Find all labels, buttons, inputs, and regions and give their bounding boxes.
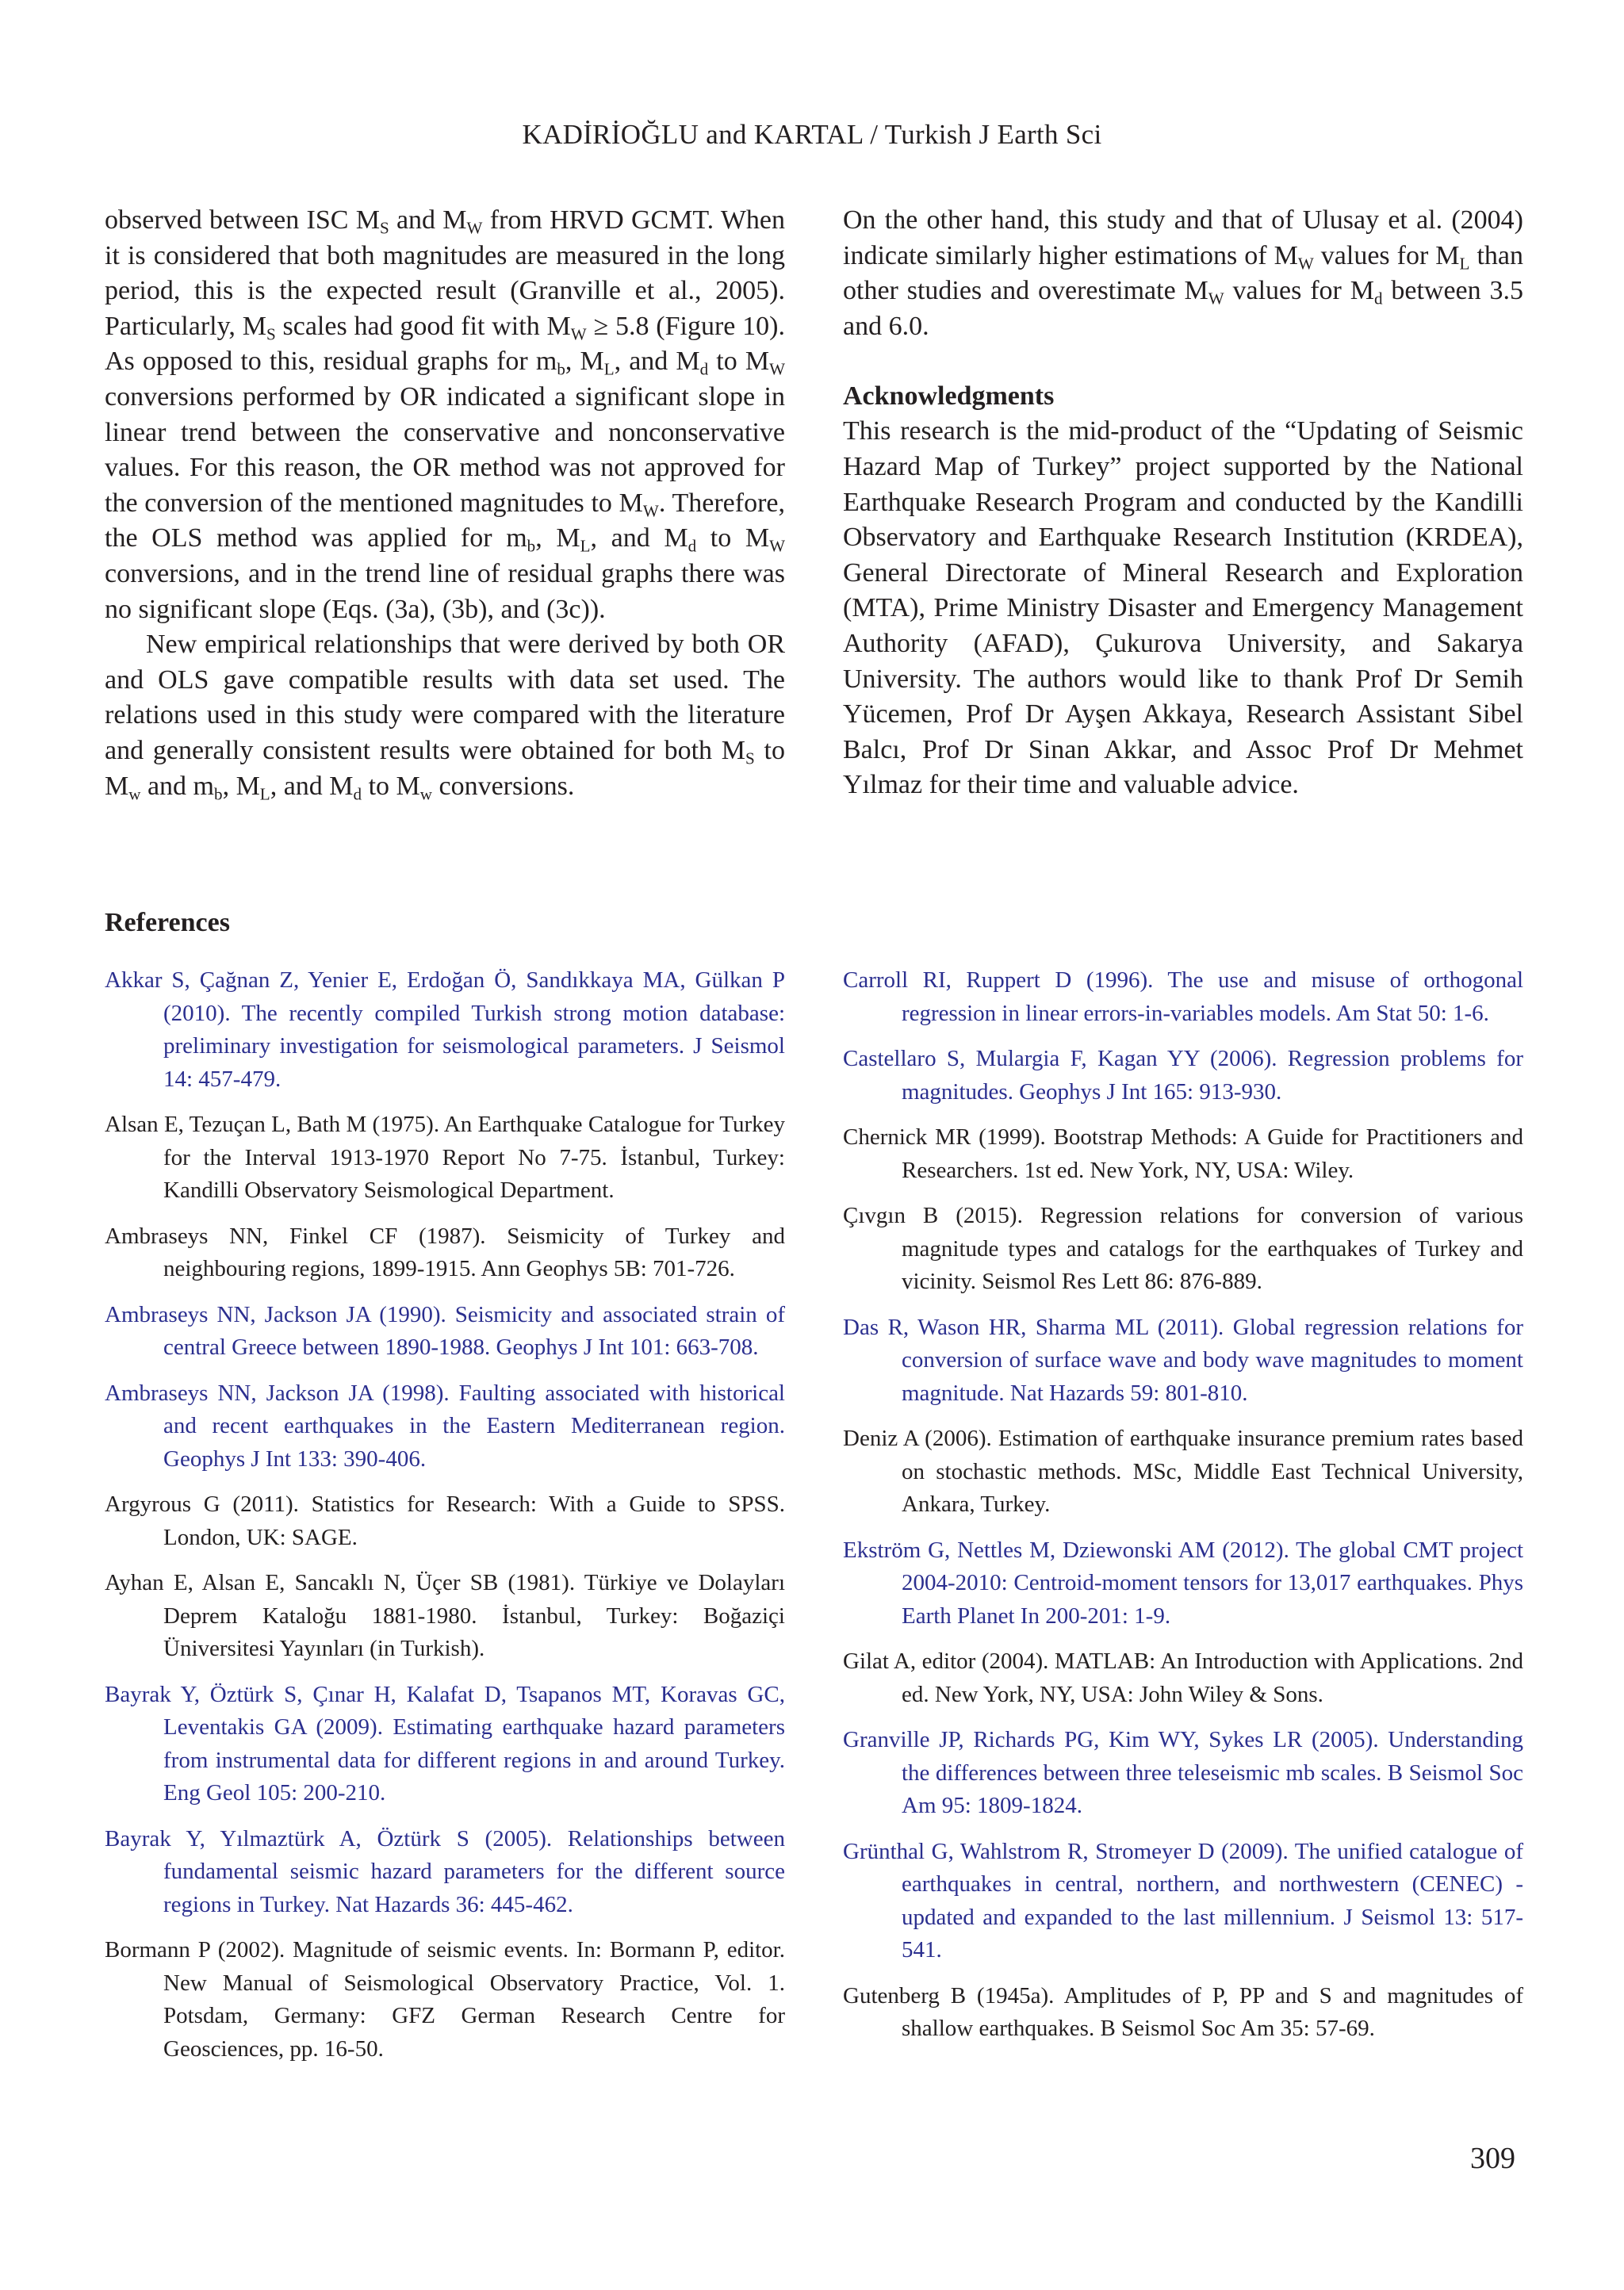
page-number: 309	[1470, 2142, 1515, 2175]
reference-item[interactable]: Bayrak Y, Yılmaztürk A, Öztürk S (2005). Relationships between fundamental seismic hazard parameters for the different source regions in Turkey. Nat Hazards 36: 445-462.	[105, 1825, 785, 1917]
reference-item[interactable]: Ambraseys NN, Jackson JA (1990). Seismicity and associated strain of central Greece between 1890-1988. Geophys J Int 101: 663-708.	[105, 1301, 785, 1360]
body-paragraph-1: observed between ISC $M_S$ and $M_W$ from HRVD GCMT. When it is considered that both magnitudes are measured in the long period, this is the expected result (Granville et al., 2005). Particularly, $M_S$ scales had good fit with $M_W \ge 5.8$ (Figure 10). As opposed to this, residual graphs for $m_b$, $M_L$, and $M_d$ to $M_W$ conversions performed by OR indicated a significant slope in linear trend between the conservative and nonconservative values. For this reason, the OR method was not approved for the conversion of the mentioned magnitudes to $M_W$. Therefore, the OLS method was applied for $m_b$, $M_L$, and $M_d$ to $M_W$ conversions, and in the trend line of residual graphs there was no significant slope (Eqs. (3a), (3b), and (3c)).	[105, 205, 785, 624]
reference-item: Ayhan E, Alsan E, Sancaklı N, Üçer SB (1981). Türkiye ve Dolayları Deprem Kataloğu 1881-1980. İstanbul, Turkey: Boğaziçi Üniversitesi Yayınları (in Turkish).	[105, 1570, 785, 1661]
reference-item[interactable]: Castellaro S, Mulargia F, Kagan YY (2006). Regression problems for magnitudes. Geophys J Int 165: 913-930.	[843, 1046, 1523, 1105]
reference-item: Alsan E, Tezuçan L, Bath M (1975). An Earthquake Catalogue for Turkey for the Interval 1913-1970 Report No 7-75. İstanbul, Turkey: Kandilli Observatory Seismological Department.	[105, 1112, 785, 1203]
body-paragraph-2: New empirical relationships that were derived by both OR and OLS gave compatible results with data set used. The relations used in this study were compared with the literature and generally consistent results were obtained for both $M_S$ to $M_w$ and $m_b$, $M_L$, and $M_d$ to $M_w$ conversions.	[105, 630, 785, 804]
references-right-list	[843, 964, 1523, 2058]
reference-item: Argyrous G (2011). Statistics for Research: With a Guide to SPSS. London, UK: SAGE.	[105, 1492, 785, 1550]
references-heading: References	[105, 908, 230, 937]
body-left-column	[105, 203, 785, 804]
acknowledgments-heading: Acknowledgments	[843, 381, 1055, 412]
reference-item: Çıvgın B (2015). Regression relations for conversion of various magnitude types and catalogs for the earthquakes of Turkey and vicinity. Seismol Res Lett 86: 876-889.	[843, 1203, 1523, 1294]
reference-item[interactable]: Ekström G, Nettles M, Dziewonski AM (2012). The global CMT project 2004-2010: Centroid-moment tensors for 13,017 earthquakes. Phys Earth Planet In 200-201: 1-9.	[843, 1537, 1523, 1629]
reference-item[interactable]: Carroll RI, Ruppert D (1996). The use and misuse of orthogonal regression in linear errors-in-variables models. Am Stat 50: 1-6.	[843, 967, 1523, 1026]
reference-item: Chernick MR (1999). Bootstrap Methods: A Guide for Practitioners and Researchers. 1st ed. New York, NY, USA: Wiley.	[843, 1124, 1523, 1183]
reference-item: Gilat A, editor (2004). MATLAB: An Introduction with Applications. 2nd ed. New York, NY, USA: John Wiley & Sons.	[843, 1649, 1523, 1707]
body-right-column	[843, 203, 1523, 803]
reference-item: Bormann P (2002). Magnitude of seismic events. In: Bormann P, editor. New Manual of Seismological Observatory Practice, Vol. 1. Potsdam, Germany: GFZ German Research Centre for Geosciences, pp. 16-50.	[105, 1937, 785, 2062]
references-left-list	[105, 964, 785, 2078]
reference-item: Gutenberg B (1945a). Amplitudes of P, PP and S and magnitudes of shallow earthquakes. B Seismol Soc Am 35: 57-69.	[843, 1982, 1523, 2041]
reference-item[interactable]: Das R, Wason HR, Sharma ML (2011). Global regression relations for conversion of surface wave and body wave magnitudes to moment magnitude. Nat Hazards 59: 801-810.	[843, 1314, 1523, 1406]
running-header: KADİRİOĞLU and KARTAL / Turkish J Earth Sci	[522, 119, 1102, 150]
reference-item[interactable]: Grünthal G, Wahlstrom R, Stromeyer D (2009). The unified catalogue of earthquakes in central, northern, and northwestern (CENEC) - updated and expanded to the last millennium. J Seismol 13: 517-541.	[843, 1838, 1523, 1963]
acknowledgments-text: This research is the mid-product of the “Updating of Seismic Hazard Map of Turkey” project supported by the National Earthquake Research Program and conducted by the Kandilli Observatory and Earthquake Research Institution (KRDEA), General Directorate of Mineral Research and Exploration (MTA), Prime Ministry Disaster and Emergency Management Authority (AFAD), Çukurova University, and Sakarya University. The authors would like to thank Prof Dr Semih Yücemen, Prof Dr Ayşen Akkaya, Research Assistant Sibel Balcı, Prof Dr Sinan Akkar, and Assoc Prof Dr Mehmet Yılmaz for their time and valuable advice.	[843, 416, 1523, 800]
reference-item[interactable]: Akkar S, Çağnan Z, Yenier E, Erdoğan Ö, Sandıkkaya MA, Gülkan P (2010). The recently compiled Turkish strong motion database: preliminary investigation for seismological parameters. J Seismol 14: 457-479.	[105, 967, 785, 1092]
reference-item[interactable]: Bayrak Y, Öztürk S, Çınar H, Kalafat D, Tsapanos MT, Koravas GC, Leventakis GA (2009). Estimating earthquake hazard parameters from instrumental data for different regions in and around Turkey. Eng Geol 105: 200-210.	[105, 1681, 785, 1806]
reference-item[interactable]: Granville JP, Richards PG, Kim WY, Sykes LR (2005). Understanding the differences between three teleseismic mb scales. B Seismol Soc Am 95: 1809-1824.	[843, 1727, 1523, 1818]
body-paragraph-3: On the other hand, this study and that of Ulusay et al. (2004) indicate similarly higher estimations of $M_W$ values for $M_L$ than other studies and overestimate $M_W$ values for $M_d$ between 3.5 and 6.0.	[843, 205, 1523, 341]
reference-item: Deniz A (2006). Estimation of earthquake insurance premium rates based on stochastic methods. MSc, Middle East Technical University, Ankara, Turkey.	[843, 1426, 1523, 1517]
reference-item: Ambraseys NN, Finkel CF (1987). Seismicity of Turkey and neighbouring regions, 1899-1915. Ann Geophys 5B: 701-726.	[105, 1223, 785, 1281]
reference-item[interactable]: Ambraseys NN, Jackson JA (1998). Faulting associated with historical and recent earthquakes in the Eastern Mediterranean region. Geophys J Int 133: 390-406.	[105, 1380, 785, 1472]
